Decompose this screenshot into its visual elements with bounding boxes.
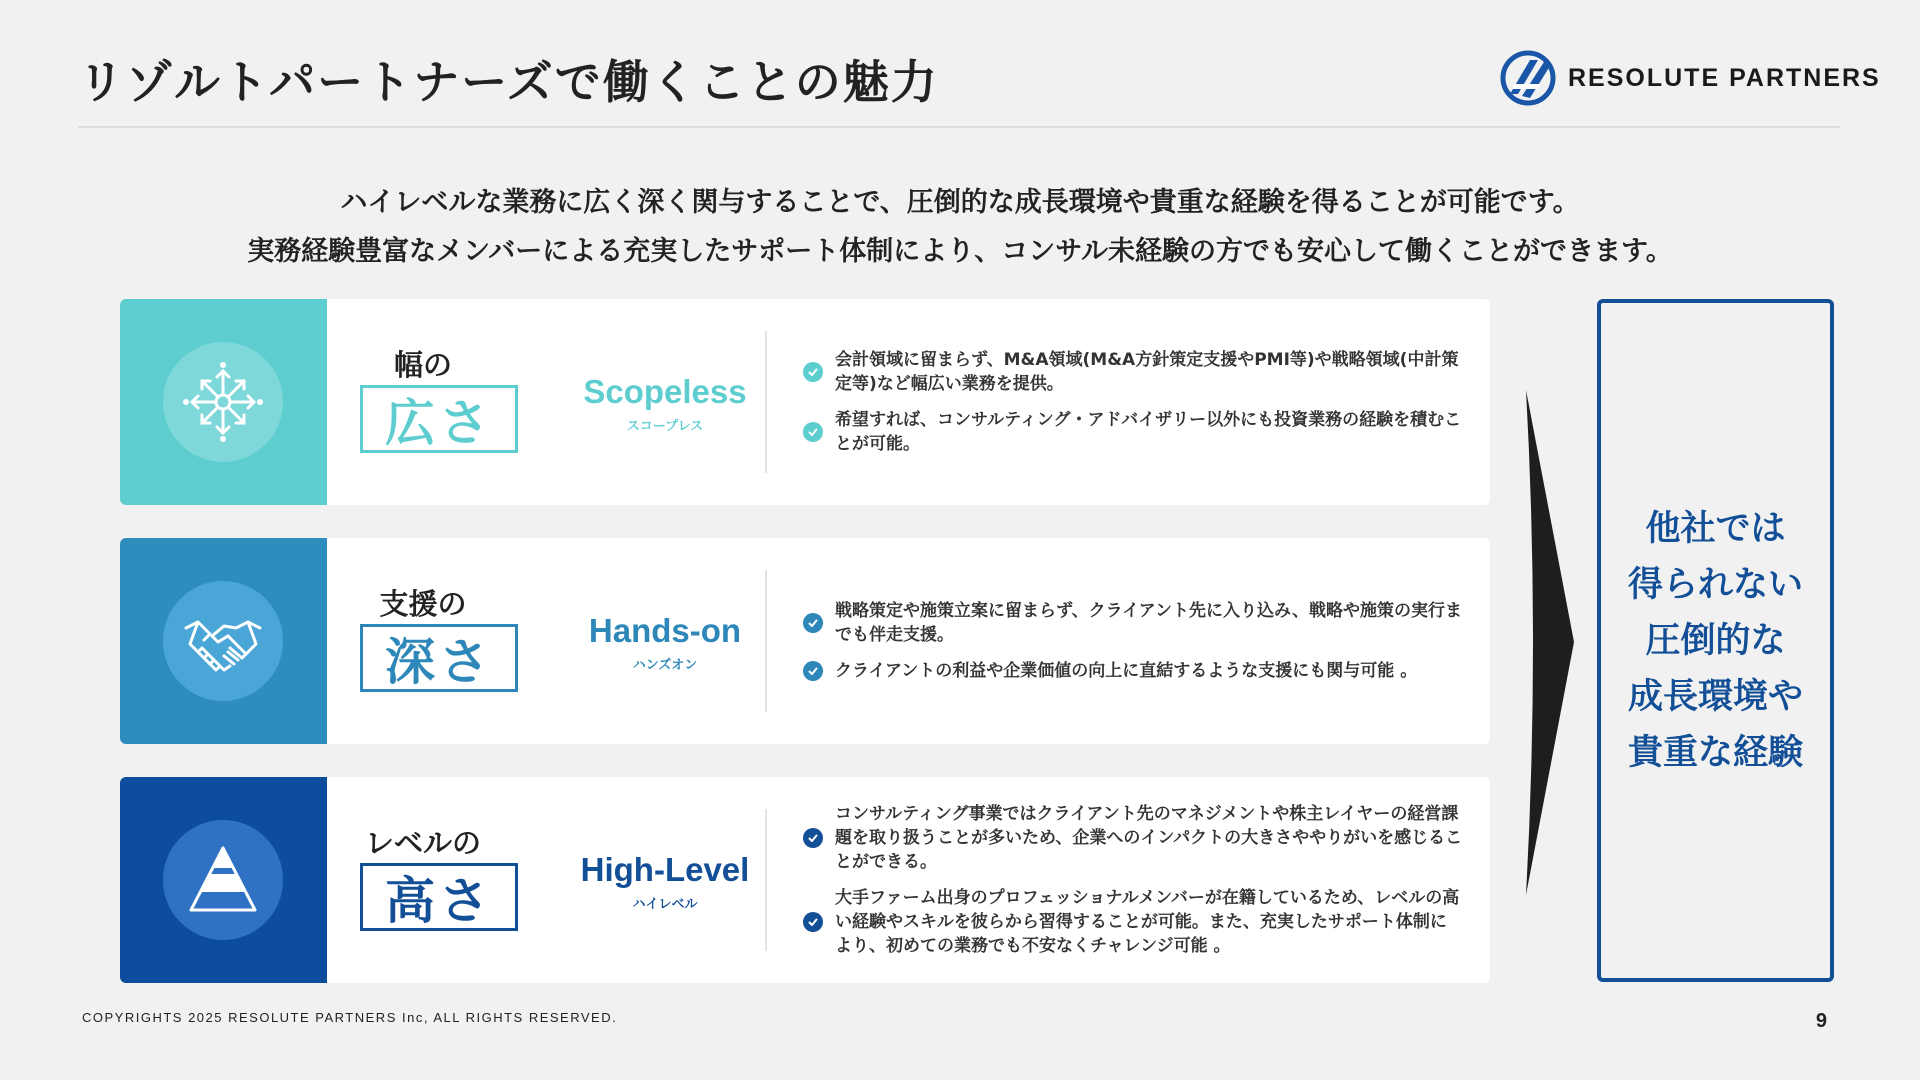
point-text: 戦略策定や施策立案に留まらず、クライアント先に入り込み、戦略や施策の実行までも伴走支援。 xyxy=(835,601,1462,645)
feature-row-hands-on xyxy=(120,538,1490,744)
row-keyword: 深さ xyxy=(360,624,518,692)
row-point-list xyxy=(803,777,1463,983)
row-divider xyxy=(765,570,767,712)
check-icon xyxy=(803,613,823,633)
list-item xyxy=(803,408,1463,456)
row-prefix: レベルの xyxy=(364,826,481,860)
resolute-logo-icon xyxy=(1500,50,1556,106)
row-english-title: High-Level xyxy=(580,851,750,888)
row-icon-panel xyxy=(120,538,327,744)
list-item xyxy=(803,599,1463,647)
point-text: 大手ファーム出身のプロフェッショナルメンバーが在籍しているため、レベルの高い経験やスキルを彼らから習得することが可能。また、充実したサポート体制により、初めての業務でも不安なくチャレンジ可能 。 xyxy=(835,888,1460,956)
row-keyword: 広さ xyxy=(360,385,518,453)
row-point-list xyxy=(803,299,1463,505)
result-line: 圧倒的な xyxy=(1645,620,1786,661)
title-divider xyxy=(78,126,1840,128)
list-item xyxy=(803,348,1463,396)
check-icon xyxy=(803,828,823,848)
page-number: 9 xyxy=(1815,1010,1827,1032)
check-icon xyxy=(803,912,823,932)
logo-text: RESOLUTE PARTNERS xyxy=(1568,63,1881,92)
row-kana-title: ハイレベル xyxy=(632,897,698,912)
feature-row-high-level xyxy=(120,777,1490,983)
row-divider xyxy=(765,331,767,473)
row-divider xyxy=(765,809,767,951)
result-line: 他社では xyxy=(1645,508,1786,549)
row-prefix: 支援の xyxy=(379,587,467,621)
list-item xyxy=(803,802,1463,874)
check-icon xyxy=(803,422,823,442)
row-keyword: 高さ xyxy=(360,863,518,931)
check-icon xyxy=(803,362,823,382)
handshake-icon xyxy=(180,598,266,684)
row-english-title: Hands-on xyxy=(588,612,742,649)
page-title: リゾルトパートナーズで働くことの魅力 xyxy=(78,55,939,109)
pyramid-icon xyxy=(183,840,263,920)
list-item xyxy=(803,886,1463,958)
row-icon-panel xyxy=(120,777,327,983)
expand-arrows-icon xyxy=(178,357,268,447)
result-line: 貴重な経験 xyxy=(1627,732,1803,773)
lead-line-1: ハイレベルな業務に広く深く関与することで、圧倒的な成長環境や貴重な経験を得ることが可能です。 xyxy=(340,187,1580,218)
lead-line-2: 実務経験豊富なメンバーによる充実したサポート体制により、コンサル未経験の方でも安心して働くことができます。 xyxy=(247,236,1673,267)
row-icon-circle xyxy=(163,342,283,462)
row-kana-title: ハンズオン xyxy=(632,658,698,673)
row-english-title: Scopeless xyxy=(583,373,747,410)
copyright-footer: COPYRIGHTS 2025 RESOLUTE PARTNERS Inc, ALL RIGHTS RESERVED. xyxy=(82,1010,618,1025)
arrow-right-icon xyxy=(1526,390,1576,895)
point-text: 会計領域に留まらず、M&A領域(M&A方針策定支援やPMI等)や戦略領域(中計策定等)など幅広い業務を提供。 xyxy=(835,350,1459,394)
result-line: 成長環境や xyxy=(1627,676,1803,717)
company-logo xyxy=(1500,50,1881,106)
lead-text xyxy=(0,178,1920,276)
list-item xyxy=(803,659,1463,683)
point-text: クライアントの利益や企業価値の向上に直結するような支援にも関与可能 。 xyxy=(835,661,1418,681)
result-box xyxy=(1597,299,1834,982)
point-text: 希望すれば、コンサルティング・アドバイザリー以外にも投資業務の経験を積むことが可能。 xyxy=(835,410,1462,454)
feature-row-scopeless xyxy=(120,299,1490,505)
row-icon-circle xyxy=(163,820,283,940)
row-kana-title: スコープレス xyxy=(626,419,704,434)
result-line: 得られない xyxy=(1627,564,1803,605)
point-text: コンサルティング事業ではクライアント先のマネジメントや株主レイヤーの経営課題を取り扱うことが多いため、企業へのインパクトの大きさややりがいを感じることができる。 xyxy=(835,804,1463,872)
check-icon xyxy=(803,661,823,681)
row-icon-panel xyxy=(120,299,327,505)
row-point-list xyxy=(803,538,1463,744)
row-icon-circle xyxy=(163,581,283,701)
row-prefix: 幅の xyxy=(393,348,452,382)
